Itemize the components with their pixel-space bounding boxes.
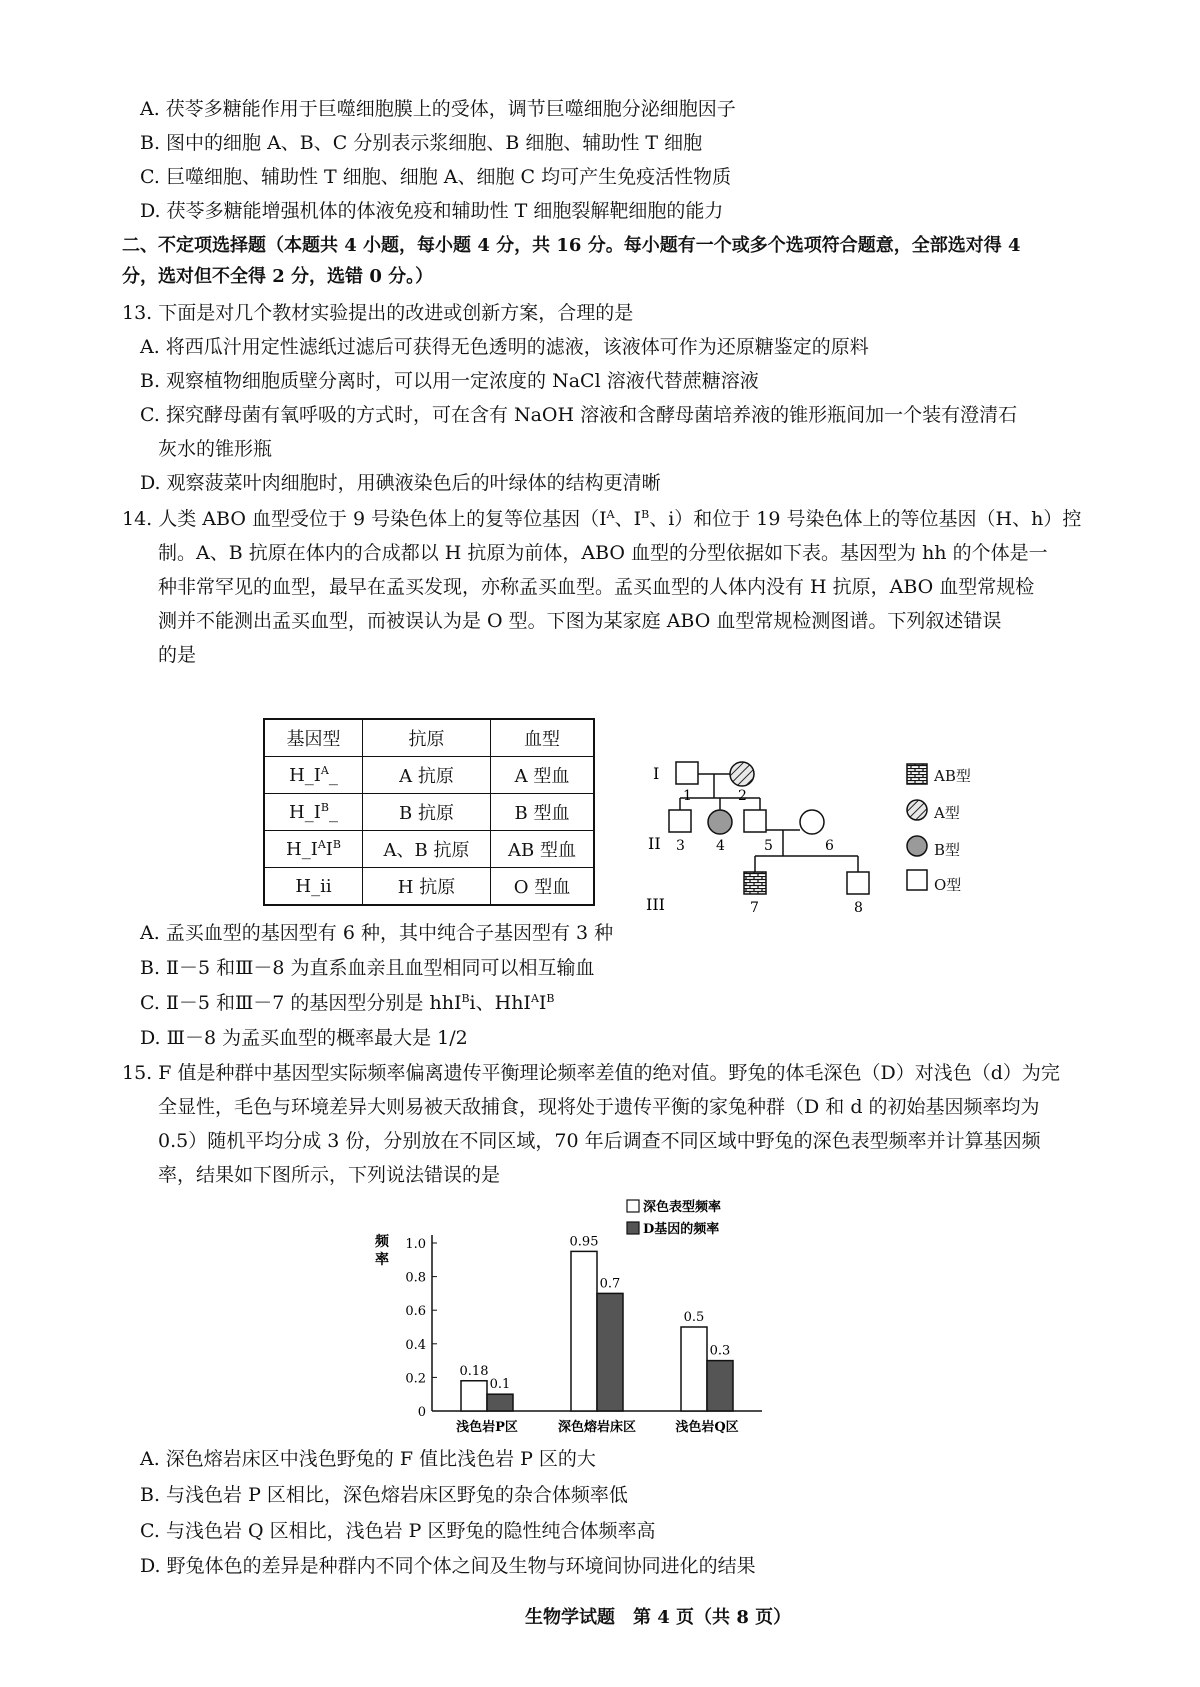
q13-option-c-cont: 灰水的锥形瓶 [158,438,273,460]
q14-option-c: C. Ⅱ－5 和Ⅲ－7 的基因型分别是 hhI$^B$i、$HhI^AI^B$ [140,992,555,1014]
q15-stem-line1: 15. F 值是种群中基因型实际频率偏离遗传平衡理论频率差值的绝对值。野兔的体毛深色（D）对浅色（d）为完 [122,1062,1060,1084]
data-label: 0.95 [569,1234,599,1250]
blood-type-cell: A 型血 [491,757,595,794]
legend-swatch [627,1222,639,1234]
svg-text:4: 4 [716,838,725,854]
q15-stem-line2: 全显性，毛色与环境差异大则易被天敌捕食，现将处于遗传平衡的家兔种群（D 和 d 的初始基因频率均为 [158,1096,1040,1118]
genotype-cell: $H\_I^AI^B$ [264,831,363,868]
q14-stem-line2: 制。A、B 抗原在体内的合成都以 H 抗原为前体，ABO 血型的分型依据如下表。基因型为 hh 的个体是一 [158,542,1048,564]
y-axis-label: 率 [375,1252,389,1268]
legend-swatch [627,1200,639,1212]
y-tick-label: 1.0 [405,1237,426,1252]
data-label: 0.18 [459,1363,489,1379]
category-label: 深色熔岩床区 [557,1420,637,1435]
generation-label: I [653,764,660,783]
data-label: 0.1 [489,1377,511,1393]
bar [461,1381,487,1411]
q15-option-a: A. 深色熔岩床区中浅色野兔的 F 值比浅色岩 P 区的大 [140,1448,596,1470]
q12-option-c: C. 巨噬细胞、辅助性 T 细胞、细胞 A、细胞 C 均可产生免疫活性物质 [140,166,732,188]
y-tick-label: 0.4 [405,1337,426,1353]
table-row [264,794,594,831]
individual-8 [847,872,869,894]
pedigree-legend-symbols [905,762,929,884]
o-type-swatch [907,870,927,890]
svg-text:3: 3 [676,838,685,854]
svg-text:7: 7 [750,900,759,916]
individual-3 [669,810,691,832]
q14-option-a: A. 孟买血型的基因型有 6 种，其中纯合子基因型有 3 种 [140,922,614,944]
blood-type-table [263,718,595,906]
q15-option-d: D. 野兔体色的差异是种群内不同个体之间及生物与环境间协同进化的结果 [140,1555,756,1577]
individual-2 [730,762,754,786]
individual-5 [744,810,766,832]
svg-text:1: 1 [683,788,692,804]
legend-label: 深色表型频率 [643,1200,722,1215]
legend-a: A型 [934,804,960,822]
q15-option-c: C. 与浅色岩 Q 区相比，浅色岩 P 区野兔的隐性纯合体频率高 [140,1520,656,1542]
q15-option-b: B. 与浅色岩 P 区相比，深色熔岩床区野兔的杂合体频率低 [140,1484,628,1506]
q14-option-d: D. Ⅲ－8 为孟买血型的概率最大是 1/2 [140,1027,468,1049]
bar [487,1394,513,1411]
bar [597,1293,623,1411]
y-axis-label: 频 [375,1234,389,1250]
antigen-cell: B 抗原 [363,794,491,831]
section-heading-cont: 分，选对但不全得 2 分，选错 0 分。） [122,266,434,287]
svg-text:6: 6 [825,838,834,854]
q14-option-b: B. Ⅱ－5 和Ⅲ－8 为直系血亲且血型相同可以相互输血 [140,957,595,979]
blood-type-cell: B 型血 [491,794,595,831]
table-row [264,757,594,794]
q13-stem: 13. 下面是对几个教材实验提出的改进或创新方案，合理的是 [122,302,634,324]
q13-option-b: B. 观察植物细胞质壁分离时，可以用一定浓度的 NaCl 溶液代替蔗糖溶液 [140,370,759,392]
category-label: 浅色岩Q区 [675,1420,739,1435]
genotype-cell: $H\_I^A\_$ [264,757,363,794]
table-row [264,868,594,906]
q14-stem-line5: 的是 [158,644,197,666]
bar [681,1327,707,1411]
svg-text:5: 5 [764,838,773,854]
legend-b: B型 [934,841,961,859]
pedigree-diagram [640,738,900,938]
y-tick-label: 0.8 [405,1270,426,1286]
data-label: 0.7 [599,1276,621,1292]
svg-text:2: 2 [738,788,747,804]
legend-label: D基因的频率 [643,1222,720,1237]
data-label: 0.5 [683,1310,705,1325]
y-tick-label: 0.6 [405,1304,426,1320]
table-header: 抗原 [363,719,491,757]
genotype-cell: $H\_I^B\_$ [264,794,363,831]
antigen-cell: A 抗原 [363,757,491,794]
blood-type-cell: AB 型血 [491,831,595,868]
antigen-cell: H 抗原 [363,868,491,906]
q15-stem-line3: 0.5）随机平均分成 3 份，分别放在不同区域，70 年后调查不同区域中野兔的深色表型频率并计算基因频 [158,1130,1041,1152]
q13-option-a: A. 将西瓜汁用定性滤纸过滤后可获得无色透明的滤液，该液体可作为还原糖鉴定的原料 [140,336,869,358]
q12-option-d: D. 茯苓多糖能增强机体的体液免疫和辅助性 T 细胞裂解靶细胞的能力 [140,200,724,222]
category-label: 浅色岩P区 [456,1420,518,1435]
y-tick-label: 0 [417,1405,426,1420]
q12-option-b: B. 图中的细胞 A、B、C 分别表示浆细胞、B 细胞、辅助性 T 细胞 [140,132,703,154]
q12-option-a: A. 茯苓多糖能作用于巨噬细胞膜上的受体，调节巨噬细胞分泌细胞因子 [140,98,736,120]
individual-1 [676,762,698,784]
individual-6 [800,810,824,834]
antigen-cell: A、B 抗原 [363,831,491,868]
frequency-bar-chart [375,1196,815,1436]
svg-text:8: 8 [854,900,863,916]
legend-ab: AB型 [934,767,971,785]
page-footer: 生物学试题 第 4 页（共 8 页） [525,1607,792,1628]
table-row [264,831,594,868]
bar [571,1251,597,1411]
individual-7 [744,872,766,894]
q15-stem-line4: 率，结果如下图所示，下列说法错误的是 [158,1164,501,1186]
q14-stem-line1: 14. 人类 ABO 血型受位于 9 号染色体上的复等位基因（$I^A$、$I^B$、i）和位于 19 号染色体上的等位基因（H、h）控 [122,508,1082,530]
q14-stem-line3: 种非常罕见的血型，最早在孟买发现，亦称孟买血型。孟买血型的人体内没有 H 抗原，ABO 血型常规检 [158,576,1035,598]
q13-option-d: D. 观察菠菜叶肉细胞时，用碘液染色后的叶绿体的结构更清晰 [140,472,661,494]
generation-label: III [646,895,665,914]
y-tick-label: 0.2 [405,1371,426,1387]
individual-4 [708,810,732,834]
ab-type-swatch [907,764,927,784]
data-label: 0.3 [709,1343,731,1359]
q13-option-c: C. 探究酵母菌有氧呼吸的方式时，可在含有 NaOH 溶液和含酵母菌培养液的锥形瓶间加一个装有澄清石 [140,404,1018,426]
q14-stem-line4: 测并不能测出孟买血型，而被误认为是 O 型。下图为某家庭 ABO 血型常规检测图谱。下列叙述错误 [158,610,1002,632]
generation-label: II [648,834,661,853]
table-header: 血型 [491,719,595,757]
section-heading: 二、不定项选择题（本题共 4 小题，每小题 4 分，共 16 分。每小题有一个或多个选项符合题意，全部选对得 4 [122,235,1021,256]
bar [707,1361,733,1411]
a-type-swatch [907,800,927,820]
legend-o: O型 [934,876,962,894]
table-header: 基因型 [264,719,363,757]
blood-type-cell: O 型血 [491,868,595,906]
b-type-swatch [907,836,927,856]
genotype-cell: H_ii [264,868,363,906]
